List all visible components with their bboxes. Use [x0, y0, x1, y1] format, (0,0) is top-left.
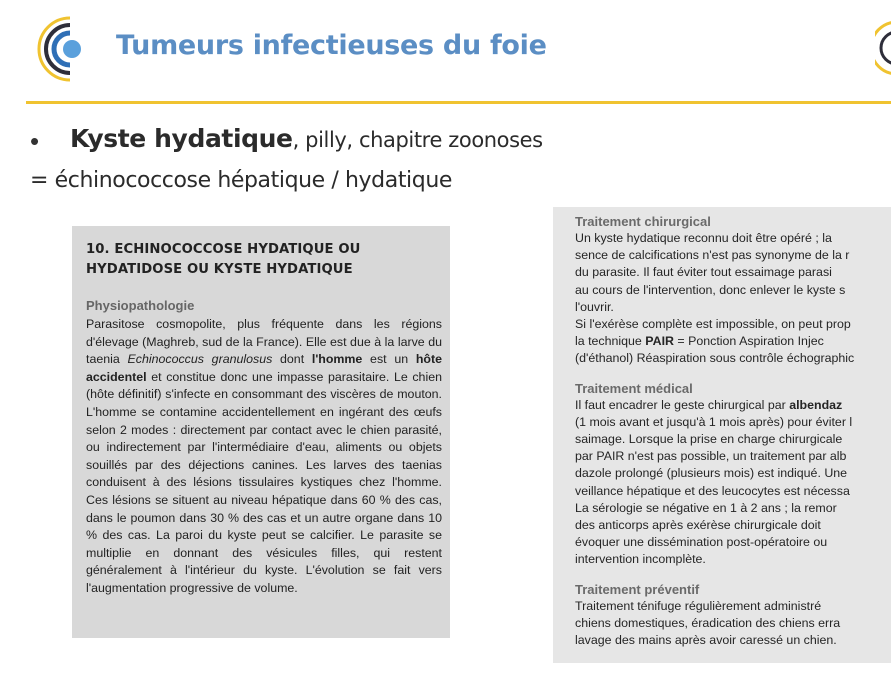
- subtitle-line: = échinococcose hépatique / hydatique: [30, 168, 453, 193]
- excerpt-heading: [86, 240, 442, 280]
- medical-line: par PAIR n'est pas possible, un traitement par alb: [575, 449, 847, 464]
- bullet-bold-text: Kyste hydatique: [70, 124, 293, 153]
- right-excerpt: [553, 207, 891, 663]
- surgical-line: [575, 333, 891, 350]
- excerpt-heading-line: 10. ECHINOCOCCOSE HYDATIQUE OU: [86, 242, 361, 257]
- medical-line: veillance hépatique et des leucocytes est nécessa: [575, 483, 850, 498]
- excerpt-section-title: Physiopathologie: [86, 298, 195, 313]
- text-bold: hôte accidentel: [86, 352, 442, 384]
- text-run: Il faut encadrer le geste chirurgical par: [575, 397, 790, 412]
- medical-line: intervention incomplète.: [575, 552, 706, 567]
- logo-partial-icon: [875, 18, 891, 78]
- preventive-line: chiens domestiques, éradication des chiens erra: [575, 615, 841, 630]
- medical-line: des anticorps après exérèse chirurgicale doit: [575, 518, 821, 533]
- text-bold: l'homme: [311, 352, 363, 367]
- text-run: = Ponction Aspiration Injec: [673, 334, 824, 349]
- excerpt-paragraph: [86, 316, 442, 598]
- text-run: la technique: [575, 334, 646, 349]
- surgical-line: (d'éthanol) Réaspiration sous contrôle échographic: [575, 351, 855, 366]
- left-excerpt: [72, 226, 450, 638]
- surgical-line: au cours de l'intervention, donc enlever le kyste s: [575, 282, 846, 297]
- text-bold: albendaz: [789, 397, 843, 412]
- medical-line: dazole prolongé (plusieurs mois) est indiqué. Une: [575, 466, 848, 481]
- medical-line: saimage. Lorsque la prise en charge chirurgicale: [575, 432, 843, 447]
- medical-line: [575, 397, 891, 414]
- bullet-icon: •: [30, 126, 40, 156]
- text-italic: Echinococcus granulosus: [127, 352, 273, 367]
- surgical-line: Un kyste hydatique reconnu doit être opéré ; la: [575, 231, 832, 245]
- medical-heading: Traitement médical: [575, 380, 693, 396]
- surgical-line: du parasite. Il faut éviter tout essaimage parasi: [575, 265, 832, 280]
- surgical-heading: Traitement chirurgical: [575, 214, 711, 229]
- preventive-heading: Traitement préventif: [575, 581, 700, 597]
- bullet-rest-text: , pilly, chapitre zoonoses: [292, 128, 543, 152]
- logo-icon: [30, 12, 82, 86]
- medical-line: évoquer une dissémination post-opératoire ou: [575, 535, 828, 550]
- slide-title: Tumeurs infectieuses du foie: [116, 30, 547, 61]
- surgical-line: l'ouvrir.: [575, 299, 614, 314]
- medical-line: La sérologie se négative en 1 à 2 ans ; la remor: [575, 500, 837, 515]
- excerpt-heading-line: HYDATIDOSE OU KYSTE HYDATIQUE: [86, 262, 353, 277]
- title-divider: [26, 101, 891, 104]
- surgical-line: Si l'exérèse complète est impossible, on peut prop: [575, 317, 851, 332]
- text-run: et constitue donc une impasse parasitaire. Le chien (hôte définitif) s'infecte en consommant des viscères de mouton. L'homme se contamine accidentellement en ingérant des œufs selon 2 modes : directement par contact avec le chien parasité, ou indirectement par l'intermédiaire d'eau, aliments ou objets souillés par des déjections canines. Les larves des taenias conduisent à des lésions tissulaires kystiques chez l'homme. Ces lésions se situent au niveau hépatique dans 60 % des cas, dans le poumon dans 30 % des cas et un autre organe dans 10 % des cas. La paroi du kyste peut se calcifier. Le parasite se multiplie en donnant des vésicules filles, qui restent généralement à l'intérieur du kyste. L'évolution se fait vers l'augmentation progressive de volume.: [86, 369, 442, 595]
- text-bold: PAIR: [645, 334, 674, 349]
- text-run: est un: [362, 352, 416, 367]
- bullet-item: [70, 124, 543, 153]
- preventive-line: Traitement ténifuge régulièrement administré: [575, 598, 822, 613]
- medical-line: (1 mois avant et jusqu'à 1 mois après) pour éviter l: [575, 414, 853, 429]
- preventive-line: lavage des mains après avoir caressé un chien.: [575, 633, 837, 648]
- text-run: Parasitose cosmopolite, plus fréquente dans les régions d'élevage (Maghreb, sud de la France). Elle est due à la larve du taenia: [86, 317, 442, 367]
- text-run: dont: [272, 352, 312, 367]
- surgical-line: sence de calcifications n'est pas synonyme de la r: [575, 248, 850, 263]
